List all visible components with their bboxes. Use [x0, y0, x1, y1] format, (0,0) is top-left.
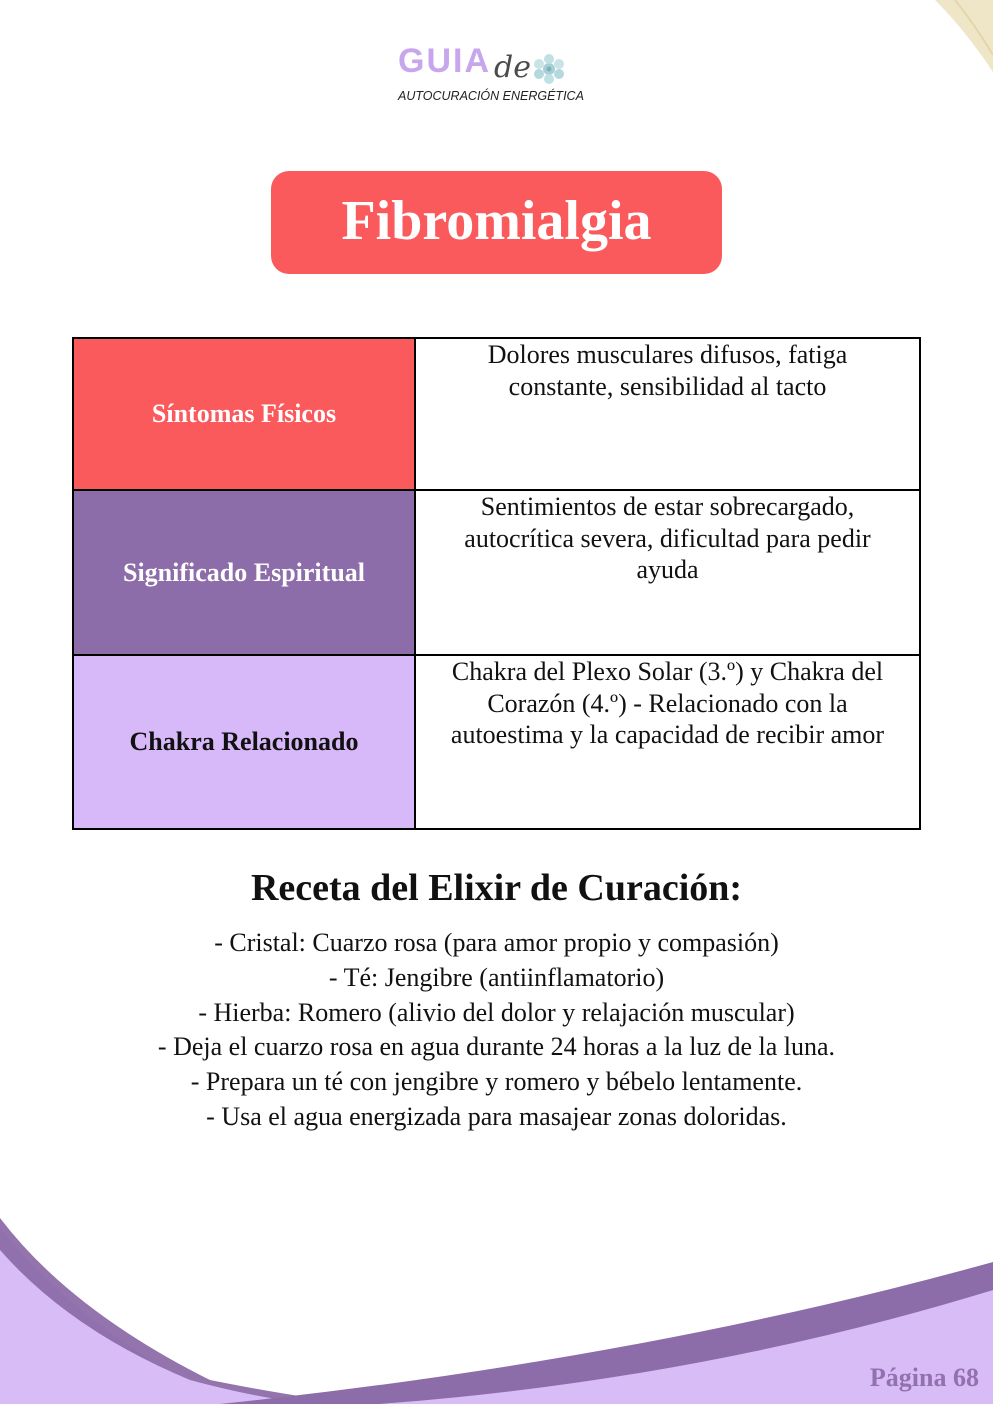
value-line: Sentimientos de estar sobrecargado, [480, 492, 855, 521]
table-row [73, 655, 920, 829]
logo-subtitle: AUTOCURACIÓN ENERGÉTICA [398, 89, 584, 103]
condition-table [72, 337, 921, 830]
value-line: Chakra del Plexo Solar (3.º) y Chakra del [451, 657, 884, 686]
list-item: - Prepara un té con jengibre y romero y bébelo lentamente. [190, 1067, 803, 1097]
row-value-spiritual [415, 490, 920, 655]
list-item: - Deja el cuarzo rosa en agua durante 24 horas a la luz de la luna. [157, 1032, 836, 1062]
row-value-chakra [415, 655, 920, 829]
recipe-list [0, 926, 993, 1135]
value-line: autoestima y la capacidad de recibir amor [450, 720, 885, 749]
row-label-spiritual: Significado Espiritual [73, 490, 415, 655]
page-title-banner [271, 171, 722, 274]
guide-logo [0, 40, 993, 110]
value-line: Corazón (4.º) - Relacionado con la [487, 688, 848, 718]
list-item: - Té: Jengibre (antiinflamatorio) [328, 962, 665, 992]
value-line: autocrítica severa, dificultad para pedir [464, 523, 871, 553]
table-row [73, 338, 920, 490]
logo-connector: de [494, 50, 531, 85]
page-title: Fibromialgia [341, 189, 652, 252]
page-number: Página 68 [869, 1363, 979, 1392]
list-item: - Cristal: Cuarzo rosa (para amor propio y compasión) [214, 928, 779, 957]
value-line: constante, sensibilidad al tacto [508, 371, 827, 401]
row-value-symptoms [415, 338, 920, 490]
value-line: Dolores musculares difusos, fatiga [487, 340, 848, 369]
row-label-chakra: Chakra Relacionado [73, 655, 415, 829]
list-item: - Hierba: Romero (alivio del dolor y relajación muscular) [198, 997, 795, 1027]
recipe-heading: Receta del Elixir de Curación: [250, 867, 743, 909]
flower-icon [530, 52, 568, 86]
logo-title: GUIA [398, 42, 491, 80]
row-label-symptoms: Síntomas Físicos [73, 338, 415, 490]
table-row [73, 490, 920, 655]
value-line: ayuda [636, 555, 699, 584]
list-item: - Usa el agua energizada para masajear zonas doloridas. [206, 1101, 787, 1131]
